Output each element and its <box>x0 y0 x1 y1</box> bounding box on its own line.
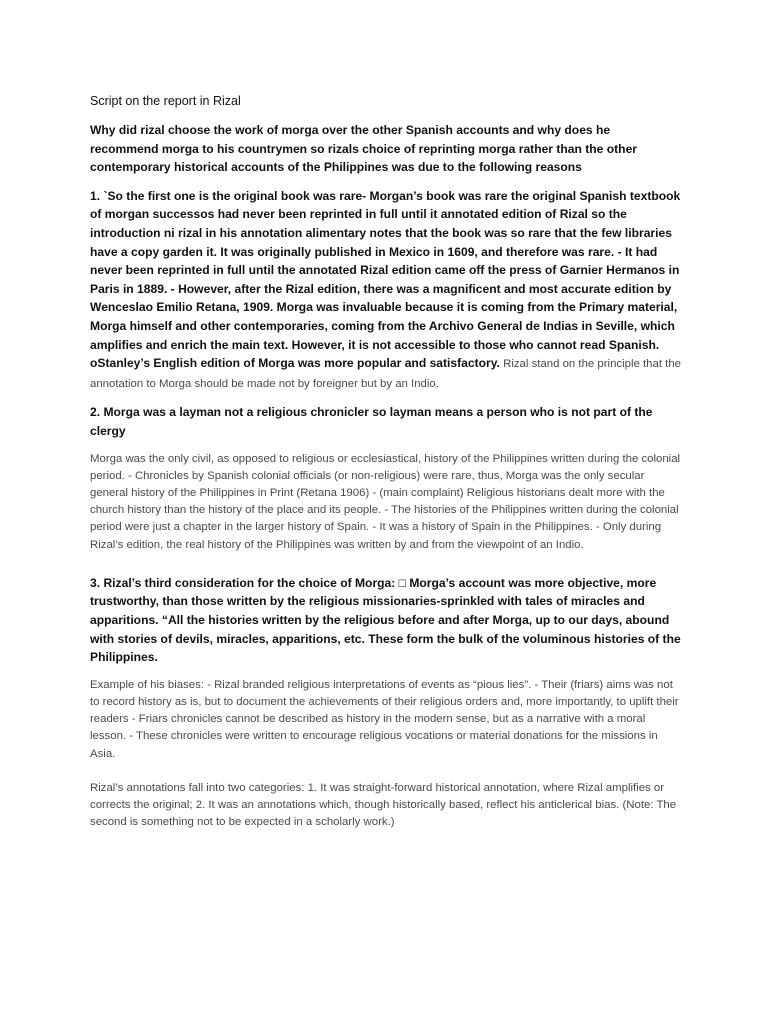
document-title: Script on the report in Rizal <box>90 94 241 108</box>
point-1-paragraph <box>90 187 682 394</box>
point-2-heading: 2. Morga was a layman not a religious chronicler so layman means a person who is not part of the clergy <box>90 405 653 438</box>
point-1-bold-text: 1. `So the first one is the original book was rare- Morgan’s book was rare the original Spanish textbook of morgan successos had never been reprinted in full until it annotated edition of Rizal so the introduction ni rizal in his annotation alimentary notes that the book was so rare that the few libraries have a copy garden it. It was originally published in Mexico in 1609, and therefore was rare. - It had never been reprinted in full until the annotated Rizal edition came off the press of Garnier Hermanos in Paris in 1889. - However, after the Rizal edition, there was a magnificent and most accurate edition by Wenceslao Emilio Retana, 1909. Morga was invaluable because it is coming from the Primary material, Morga himself and other contemporaries, coming from the Archivo General de Indias in Seville, which amplifies and enrich the main text. However, it is not accessible to those who cannot read Spanish. oStanley’s English edition of Morga was more popular and satisfactory. <box>90 188 681 371</box>
point-3-heading: 3. Rizal’s third consideration for the choice of Morga: □ Morga’s account was more objective, more trustworthy, than those written by the religious missionaries-sprinkled with tales of miracles and apparitions. “All the histories written by the religious before and after Morga, up to our days, abound with stories of devils, miracles, apparitions, etc. These form the bulk of the voluminous histories of the Philippines. <box>90 575 681 665</box>
point-3-annotations: Rizal’s annotations fall into two categories: 1. It was straight-forward historical annotation, where Rizal amplifies or corrects the original; 2. It was an annotations which, though historically based, reflect his anticlerical bias. (Note: The second is something not to be expected in a scholarly work.) <box>90 781 677 829</box>
document-page <box>90 92 682 831</box>
point-3-examples: Example of his biases: - Rizal branded religious interpretations of events as “pious lies”. - Their (friars) aims was not to record history as is, but to document the achievements of their religious orders and, more importantly, to uplift their readers - Friars chronicles cannot be described as history in the modern sense, but as a narrative with a moral lesson. - These chronicles were written to encourage religious vocations or material donations for the missions in Asia. <box>90 678 679 760</box>
intro-paragraph: Why did rizal choose the work of morga over the other Spanish accounts and why does he recommend morga to his countrymen so rizals choice of reprinting morga rather than the other contemporary historical accounts of the Philippines was due to the following reasons <box>90 123 638 175</box>
point-1-plain-text: Rizal stand on the principle that the annotation to Morga should be made not by foreigner but by an Indio. <box>90 358 682 390</box>
point-2-body: Morga was the only civil, as opposed to religious or ecclesiastical, history of the Philippines written during the colonial period. - Chronicles by Spanish colonial officials (or non-religious) were rare, thus, Morga was the only secular general history of the Philippines in Print (Retana 1906) - (main complaint) Religious historians dealt more with the church history than the history of the place and its people. - The histories of the Philippines written during the colonial period were just a chapter in the larger history of Spain. - It was a history of Spain in the Philippines. - Only during Rizal’s edition, the real history of the Philippines was written by and from the viewpoint of an Indio. <box>90 452 681 551</box>
